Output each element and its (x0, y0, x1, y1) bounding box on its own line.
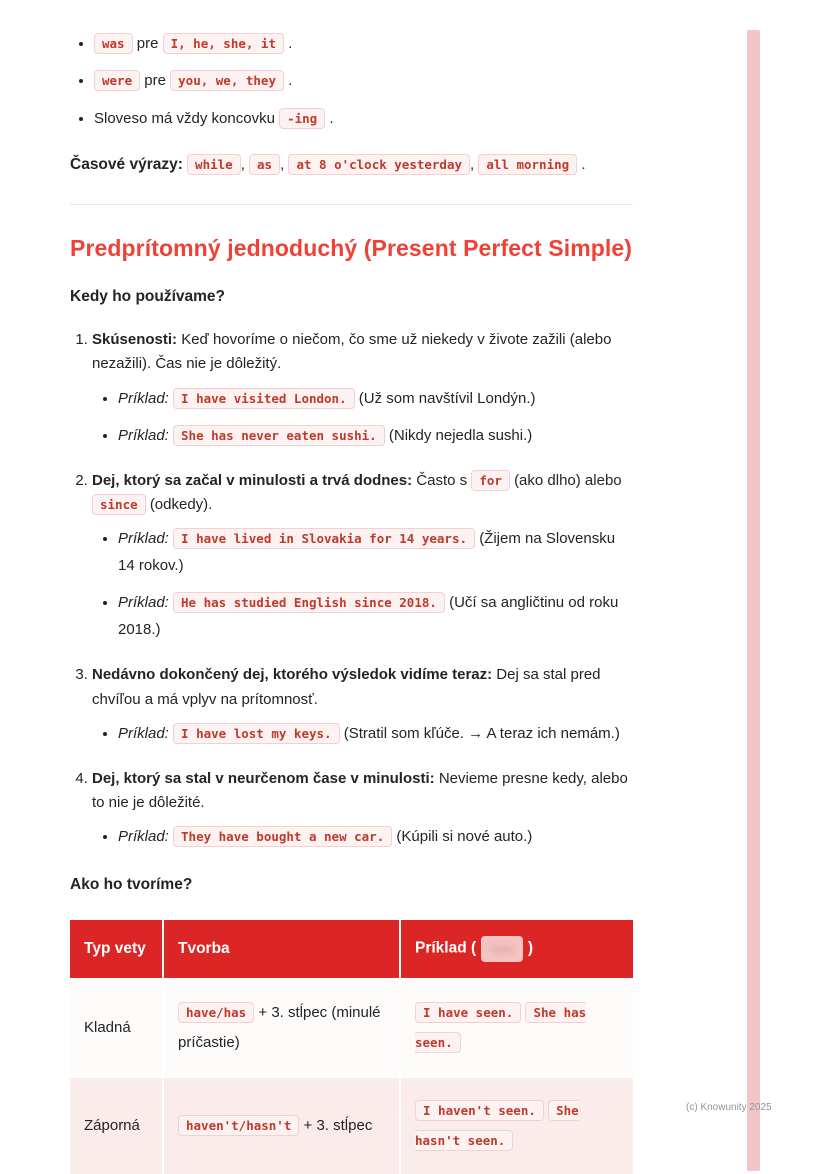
inline-code: I, he, she, it (163, 33, 284, 54)
inline-code: I have visited London. (173, 388, 355, 409)
inline-code: while (187, 154, 241, 175)
separator: , (280, 155, 285, 173)
scrollbar-strip[interactable] (747, 30, 760, 1171)
time-expressions-label: Časové výrazy: (70, 155, 183, 173)
usage-item-bold: Skúsenosti: (92, 331, 178, 349)
inline-code: She has never eaten sushi. (173, 425, 385, 446)
separator: , (240, 155, 245, 173)
example-item (118, 525, 633, 579)
inline-code: She has seen. (415, 1002, 586, 1053)
example-list (92, 525, 633, 643)
inline-code: was (94, 33, 133, 54)
table-row-kladna (70, 979, 633, 1077)
rules-list (70, 32, 633, 130)
cell-examples (400, 979, 633, 1077)
inline-code: were (94, 70, 140, 91)
blurred-text: see (491, 942, 513, 957)
inline-code: I have lost my keys. (173, 723, 340, 744)
cell-type: Záporná (70, 1077, 163, 1174)
inline-code: They have bought a new car. (173, 826, 392, 847)
example-translation: (Kúpili si nové auto.) (396, 828, 533, 846)
rule-text: . (329, 109, 334, 127)
inline-code: He has studied English since 2018. (173, 592, 445, 613)
rule-item-was (94, 32, 633, 55)
cell-examples (400, 1077, 633, 1174)
section-divider (70, 204, 633, 205)
separator: , (470, 155, 475, 173)
rule-text: pre (136, 35, 159, 52)
blurred-code-pill (481, 936, 523, 961)
example-translation: (Už som navštívil Londýn.) (358, 389, 536, 407)
inline-code: you, we, they (170, 70, 284, 91)
cell-tvorba (163, 1077, 400, 1174)
forms-question: Ako ho tvoríme? (70, 876, 193, 894)
example-item (118, 589, 633, 643)
watermark: (c) Knowunity 2025 (686, 1102, 772, 1113)
usage-question: Kedy ho používame? (70, 288, 226, 306)
example-label: Príklad: (118, 724, 169, 742)
header-priklad-pre: Príklad ( (415, 940, 477, 958)
example-label: Príklad: (118, 426, 169, 444)
usage-item-text: Keď hovoríme o niečom, čo sme už niekedy v živote zažili (alebo nezažili). Čas nie je dôležitý. (92, 331, 612, 373)
header-cell-priklad (400, 920, 633, 978)
example-item (118, 823, 633, 850)
usage-item-bold: Nedávno dokončený dej, ktorého výsledok vidíme teraz: (92, 666, 493, 684)
header-priklad-post: ) (527, 940, 534, 958)
time-expressions-line (70, 152, 633, 178)
usage-item-text: Dej sa stal pred chvíľou a má vplyv na prítomnosť. (92, 666, 601, 708)
inline-code: for (471, 470, 510, 491)
example-item (118, 385, 633, 412)
example-list (92, 823, 633, 850)
inline-code: all morning (478, 154, 577, 175)
header-cell-tvorba: Tvorba (163, 920, 400, 978)
inline-code: as (249, 154, 280, 175)
header-cell-typ: Typ vety (70, 920, 163, 978)
example-list (92, 385, 633, 449)
forms-table (70, 920, 633, 1173)
usage-item-3 (92, 663, 633, 747)
example-list (92, 720, 633, 747)
cell-type: Kladná (70, 979, 163, 1077)
section-heading: Predprítomný jednoduchý (Present Perfect Simple) (70, 235, 633, 262)
usage-item-bold: Dej, ktorý sa stal v neurčenom čase v minulosti: (92, 769, 435, 787)
inline-code: have/has (178, 1002, 254, 1023)
usage-item-1 (92, 328, 633, 449)
inline-code: I haven't seen. (415, 1100, 544, 1121)
inline-code: I have seen. (415, 1002, 521, 1023)
example-translation: (Nikdy nejedla sushi.) (388, 426, 533, 444)
inline-code: -ing (279, 108, 325, 129)
document-content (70, 32, 633, 1174)
table-row-zaporna (70, 1077, 633, 1174)
usage-item-text: Často s (416, 471, 468, 489)
inline-code: I have lived in Slovakia for 14 years. (173, 528, 475, 549)
usage-list (70, 328, 633, 850)
rule-item-were (94, 69, 633, 92)
rule-text: Sloveso má vždy koncovku (94, 109, 275, 127)
usage-item-2 (92, 469, 633, 644)
example-translation: (Učí sa angličtinu od roku 2018.) (118, 594, 619, 639)
tvorba-text: + 3. stĺpec (303, 1116, 373, 1134)
usage-item-text: (odkedy). (149, 495, 213, 513)
usage-item-4 (92, 767, 633, 851)
example-label: Príklad: (118, 594, 169, 612)
usage-item-text: Nevieme presne kedy, alebo to nie je dôležité. (92, 769, 628, 812)
example-translation: (Žijem na Slovensku 14 rokov.) (118, 530, 616, 575)
example-item (118, 720, 633, 747)
example-label: Príklad: (118, 828, 169, 846)
inline-code: since (92, 494, 146, 515)
rule-text: . (288, 35, 293, 52)
usage-item-bold: Dej, ktorý sa začal v minulosti a trvá dodnes: (92, 471, 413, 489)
rule-text: . (288, 72, 293, 90)
example-item (118, 422, 633, 449)
inline-code: at 8 o'clock yesterday (288, 154, 470, 175)
rule-item-ing (94, 107, 633, 130)
inline-code: She hasn't seen. (415, 1100, 579, 1151)
example-translation: (Stratil som kľúče. → A teraz ich nemám.) (343, 724, 620, 742)
tvorba-text: + 3. stĺpec (minulé príčastie) (178, 1003, 381, 1051)
usage-item-text: (ako dlho) alebo (514, 471, 622, 489)
example-label: Príklad: (118, 389, 169, 407)
inline-code: haven't/hasn't (178, 1115, 299, 1136)
separator: . (581, 155, 586, 173)
example-label: Príklad: (118, 530, 169, 548)
rule-text: pre (144, 72, 166, 90)
table-header-row (70, 920, 633, 978)
cell-tvorba (163, 979, 400, 1077)
